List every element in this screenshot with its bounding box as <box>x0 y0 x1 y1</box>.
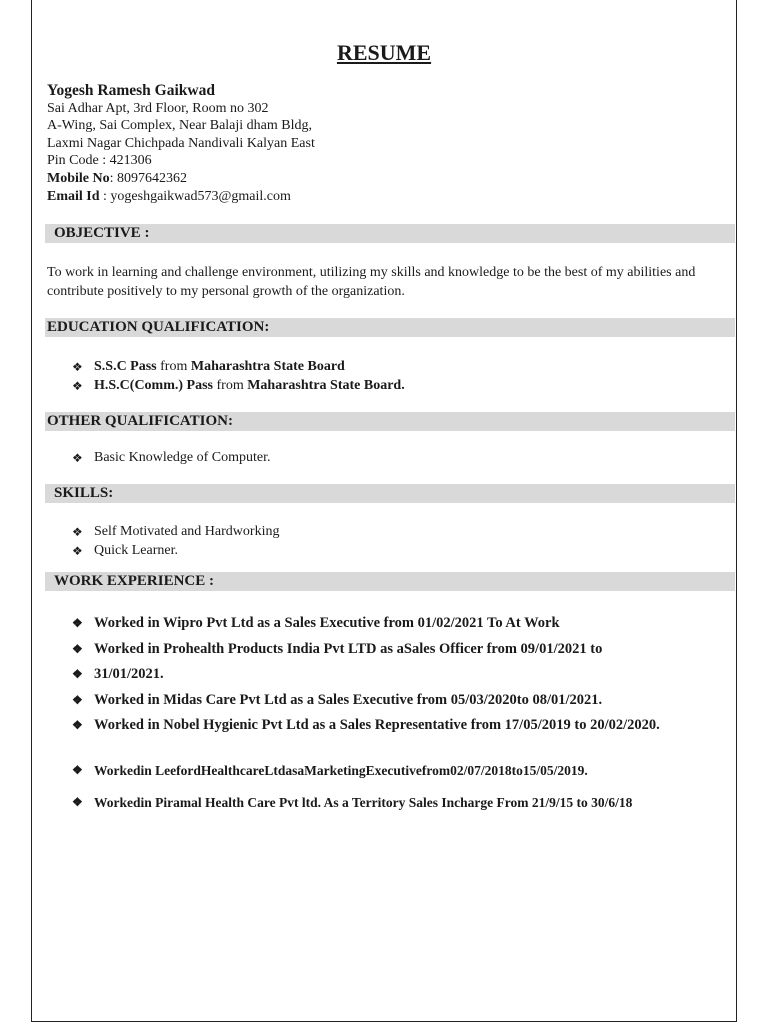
diamond-bullet-icon: ❖ <box>72 667 83 681</box>
diamond-bullet-icon: ❖ <box>72 378 83 393</box>
diamond-bullet-icon: ❖ <box>72 795 83 809</box>
email-value: : yogeshgaikwad573@gmail.com <box>99 188 291 204</box>
education-list <box>72 358 405 395</box>
list-item: ❖ Workedin LeefordHealthcareLtdasaMarketingExecutivefrom02/07/2018to15/05/2019. <box>72 761 734 781</box>
mobile-line <box>47 170 315 188</box>
list-item: ❖ Basic Knowledge of Computer. <box>72 449 271 468</box>
list-item: ❖ Self Motivated and Hardworking <box>72 523 279 542</box>
email-label: Email Id <box>47 188 100 204</box>
objective-header: OBJECTIVE : <box>45 224 735 243</box>
diamond-bullet-icon: ❖ <box>72 360 83 374</box>
skills-list <box>72 523 279 560</box>
list-item: ❖ 31/01/2021. <box>72 665 734 685</box>
skills-header: SKILLS: <box>45 484 735 503</box>
address-line-1: Sai Adhar Apt, 3rd Floor, Room no 302 <box>47 100 269 116</box>
diamond-bullet-icon: ❖ <box>72 525 83 539</box>
other-qualification-list <box>72 449 271 468</box>
diamond-bullet-icon: ❖ <box>72 718 83 732</box>
pin-code: Pin Code : 421306 <box>47 153 152 169</box>
address-line-2: A-Wing, Sai Complex, Near Balaji dham Bldg, <box>47 118 313 134</box>
mobile-value: : 8097642362 <box>109 170 187 186</box>
contact-block <box>47 82 315 205</box>
resume-title: RESUME <box>336 40 432 65</box>
list-item: ❖ Workedin Piramal Health Care Pvt ltd. As a Territory Sales Incharge From 21/9/15 to 30/6/18 <box>72 793 754 813</box>
work-experience-header: WORK EXPERIENCE : <box>45 572 735 591</box>
objective-text: To work in learning and challenge environment, utilizing my skills and knowledge to be the best of my abilities and contribute positively to my personal growth of the organization. <box>47 265 696 299</box>
list-item: ❖ Quick Learner. <box>72 542 279 561</box>
list-item: ❖ Worked in Midas Care Pvt Ltd as a Sales Executive from 05/03/2020to 08/01/2021. <box>72 691 734 711</box>
diamond-bullet-icon: ❖ <box>72 693 83 707</box>
diamond-bullet-icon: ❖ <box>72 451 83 465</box>
list-item: ❖ Worked in Prohealth Products India Pvt LTD as aSales Officer from 09/01/2021 to <box>72 640 734 660</box>
candidate-name: Yogesh Ramesh Gaikwad <box>47 82 215 99</box>
list-item: ❖ Worked in Nobel Hygienic Pvt Ltd as a Sales Representative from 17/05/2019 to 20/02/2020. <box>72 716 694 736</box>
list-item: ❖ S.S.C Pass from Maharashtra State Board <box>72 358 405 377</box>
diamond-bullet-icon: ❖ <box>72 543 83 558</box>
list-item: ❖ Worked in Wipro Pvt Ltd as a Sales Executive from 01/02/2021 To At Work <box>72 614 734 634</box>
diamond-bullet-icon: ❖ <box>72 616 83 630</box>
mobile-label: Mobile No <box>47 170 110 186</box>
diamond-bullet-icon: ❖ <box>72 763 83 777</box>
diamond-bullet-icon: ❖ <box>72 642 83 656</box>
address-line-3: Laxmi Nagar Chichpada Nandivali Kalyan East <box>47 135 315 151</box>
resume-page <box>31 0 737 1022</box>
other-qualification-header: OTHER QUALIFICATION: <box>45 412 735 431</box>
list-item: ❖ H.S.C(Comm.) Pass from Maharashtra State Board. <box>72 377 405 396</box>
email-line <box>47 188 315 206</box>
education-header: EDUCATION QUALIFICATION: <box>45 318 735 337</box>
